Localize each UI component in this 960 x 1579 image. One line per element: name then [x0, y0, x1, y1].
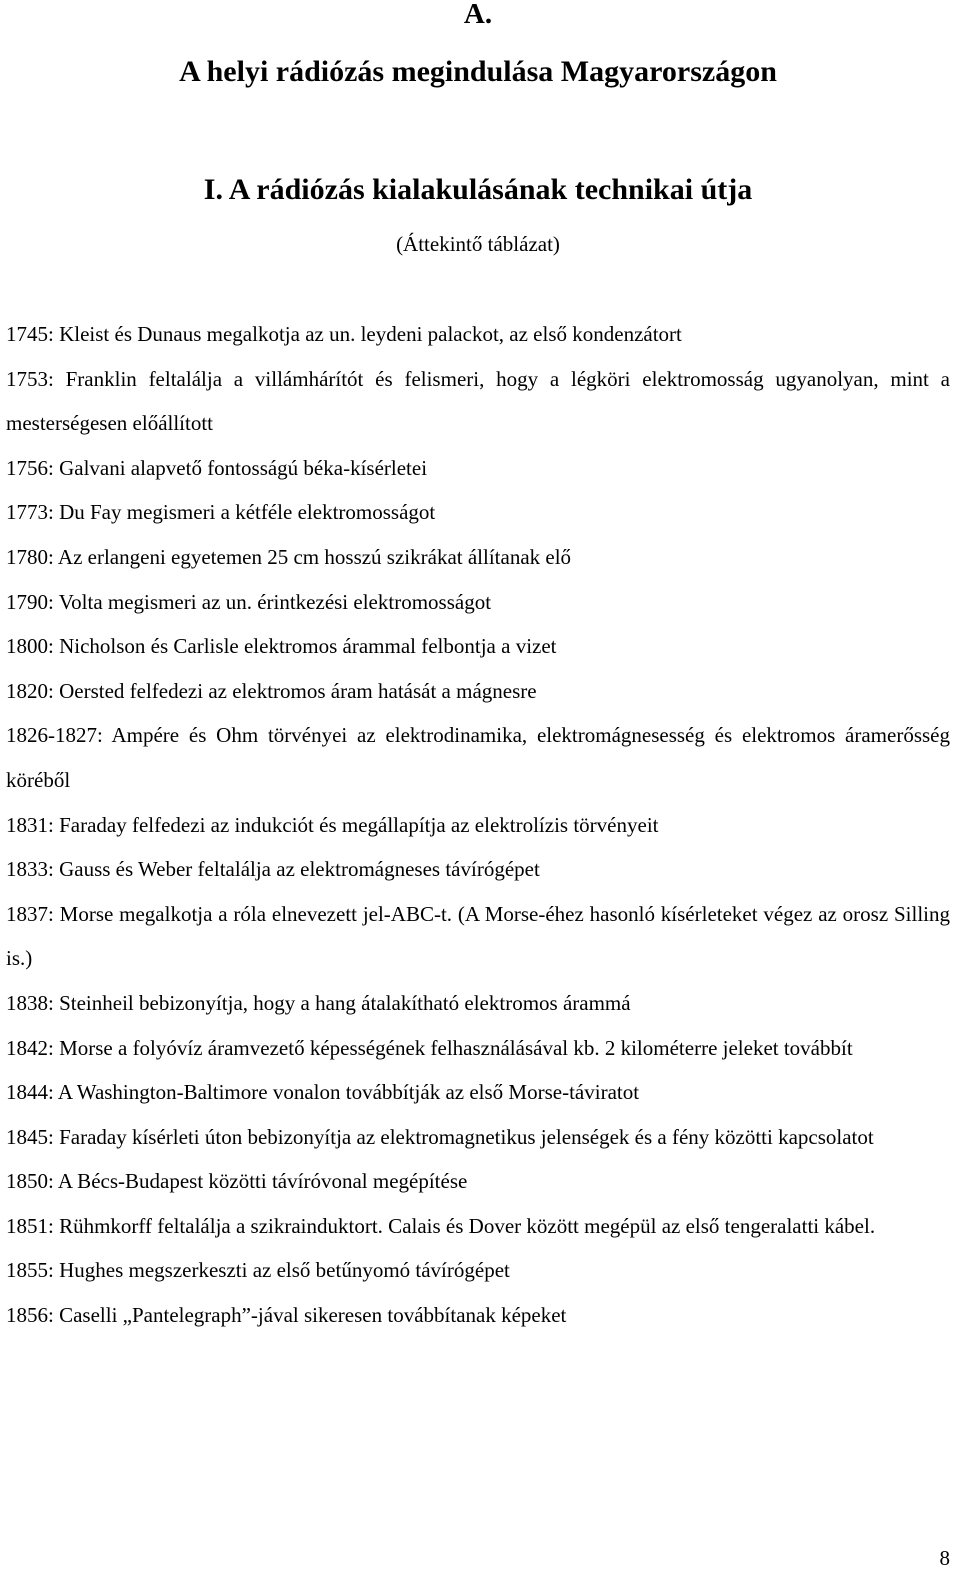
subtitle: (Áttekintő táblázat) [396, 232, 560, 256]
page-number: 8 [939, 1546, 950, 1570]
timeline-entry-1838: 1838: Steinheil bebizonyítja, hogy a hang átalakítható elektromos árammá [6, 990, 631, 1015]
timeline-entry-1800: 1800: Nicholson és Carlisle elektromos árammal felbontja a vizet [6, 634, 557, 659]
timeline-entry-1780: 1780: Az erlangeni egyetemen 25 cm hosszú szikrákat állítanak elő [6, 544, 572, 569]
timeline-entry-1753: 1753: Franklin feltalálja a villámhárítót és felismeri, hogy a légköri elektromosság ugyanolyan, mint a mesterségesen előállított [6, 366, 950, 436]
timeline-entry-1856: 1856: Caselli „Pantelegraph”-jával sikeresen továbbítanak képeket [6, 1303, 567, 1328]
timeline-entry-1745: 1745: Kleist és Dunaus megalkotja az un. leydeni palackot, az első kondenzátort [6, 322, 682, 346]
timeline-entry-1851: 1851: Rühmkorff feltalálja a szikrainduktort. Calais és Dover között megépül az első tengeralatti kábel. [6, 1213, 876, 1238]
timeline-entry-1773: 1773: Du Fay megismeri a kétféle elektromosságot [6, 500, 436, 525]
timeline-entry-1850: 1850: A Bécs-Budapest közötti távíróvonal megépítése [6, 1169, 468, 1194]
timeline-entry-1790: 1790: Volta megismeri az un. érintkezési elektromosságot [6, 589, 492, 614]
timeline-entry-1844: 1844: A Washington-Baltimore vonalon továbbítják az első Morse-táviratot [6, 1080, 640, 1105]
timeline-list [6, 312, 950, 1338]
timeline-entry-1845: 1845: Faraday kísérleti úton bebizonyítja az elektromagnetikus jelenségek és a fény közötti kapcsolatot [6, 1124, 874, 1149]
timeline-entry-1831: 1831: Faraday felfedezi az indukciót és megállapítja az elektrolízis törvényeit [6, 812, 659, 837]
timeline-entry-1842: 1842: Morse a folyóvíz áramvezető képességének felhasználásával kb. 2 kilométerre jeleket továbbít [6, 1035, 853, 1060]
timeline-entry-1837: 1837: Morse megalkotja a róla elnevezett jel-ABC-t. (A Morse-éhez hasonló kísérleteket végez az orosz Silling is.) [6, 901, 950, 971]
timeline-entry-1826-1827: 1826-1827: Ampére és Ohm törvényei az elektrodinamika, elektromágnesesség és elektromos áramerősség köréből [6, 723, 950, 792]
timeline-entry-1756: 1756: Galvani alapvető fontosságú béka-kísérletei [6, 455, 428, 480]
page-title: A helyi rádiózás megindulása Magyarországon [179, 55, 777, 88]
timeline-entry-1833: 1833: Gauss és Weber feltalálja az elektromágneses távírógépet [6, 857, 540, 882]
chapter-title: I. A rádiózás kialakulásának technikai útja [203, 173, 753, 206]
timeline-entry-1855: 1855: Hughes megszerkeszti az első betűnyomó távírógépet [6, 1258, 510, 1283]
timeline-entry-1820: 1820: Oersted felfedezi az elektromos áram hatását a mágnesre [6, 678, 537, 703]
section-letter: A. [463, 0, 493, 30]
